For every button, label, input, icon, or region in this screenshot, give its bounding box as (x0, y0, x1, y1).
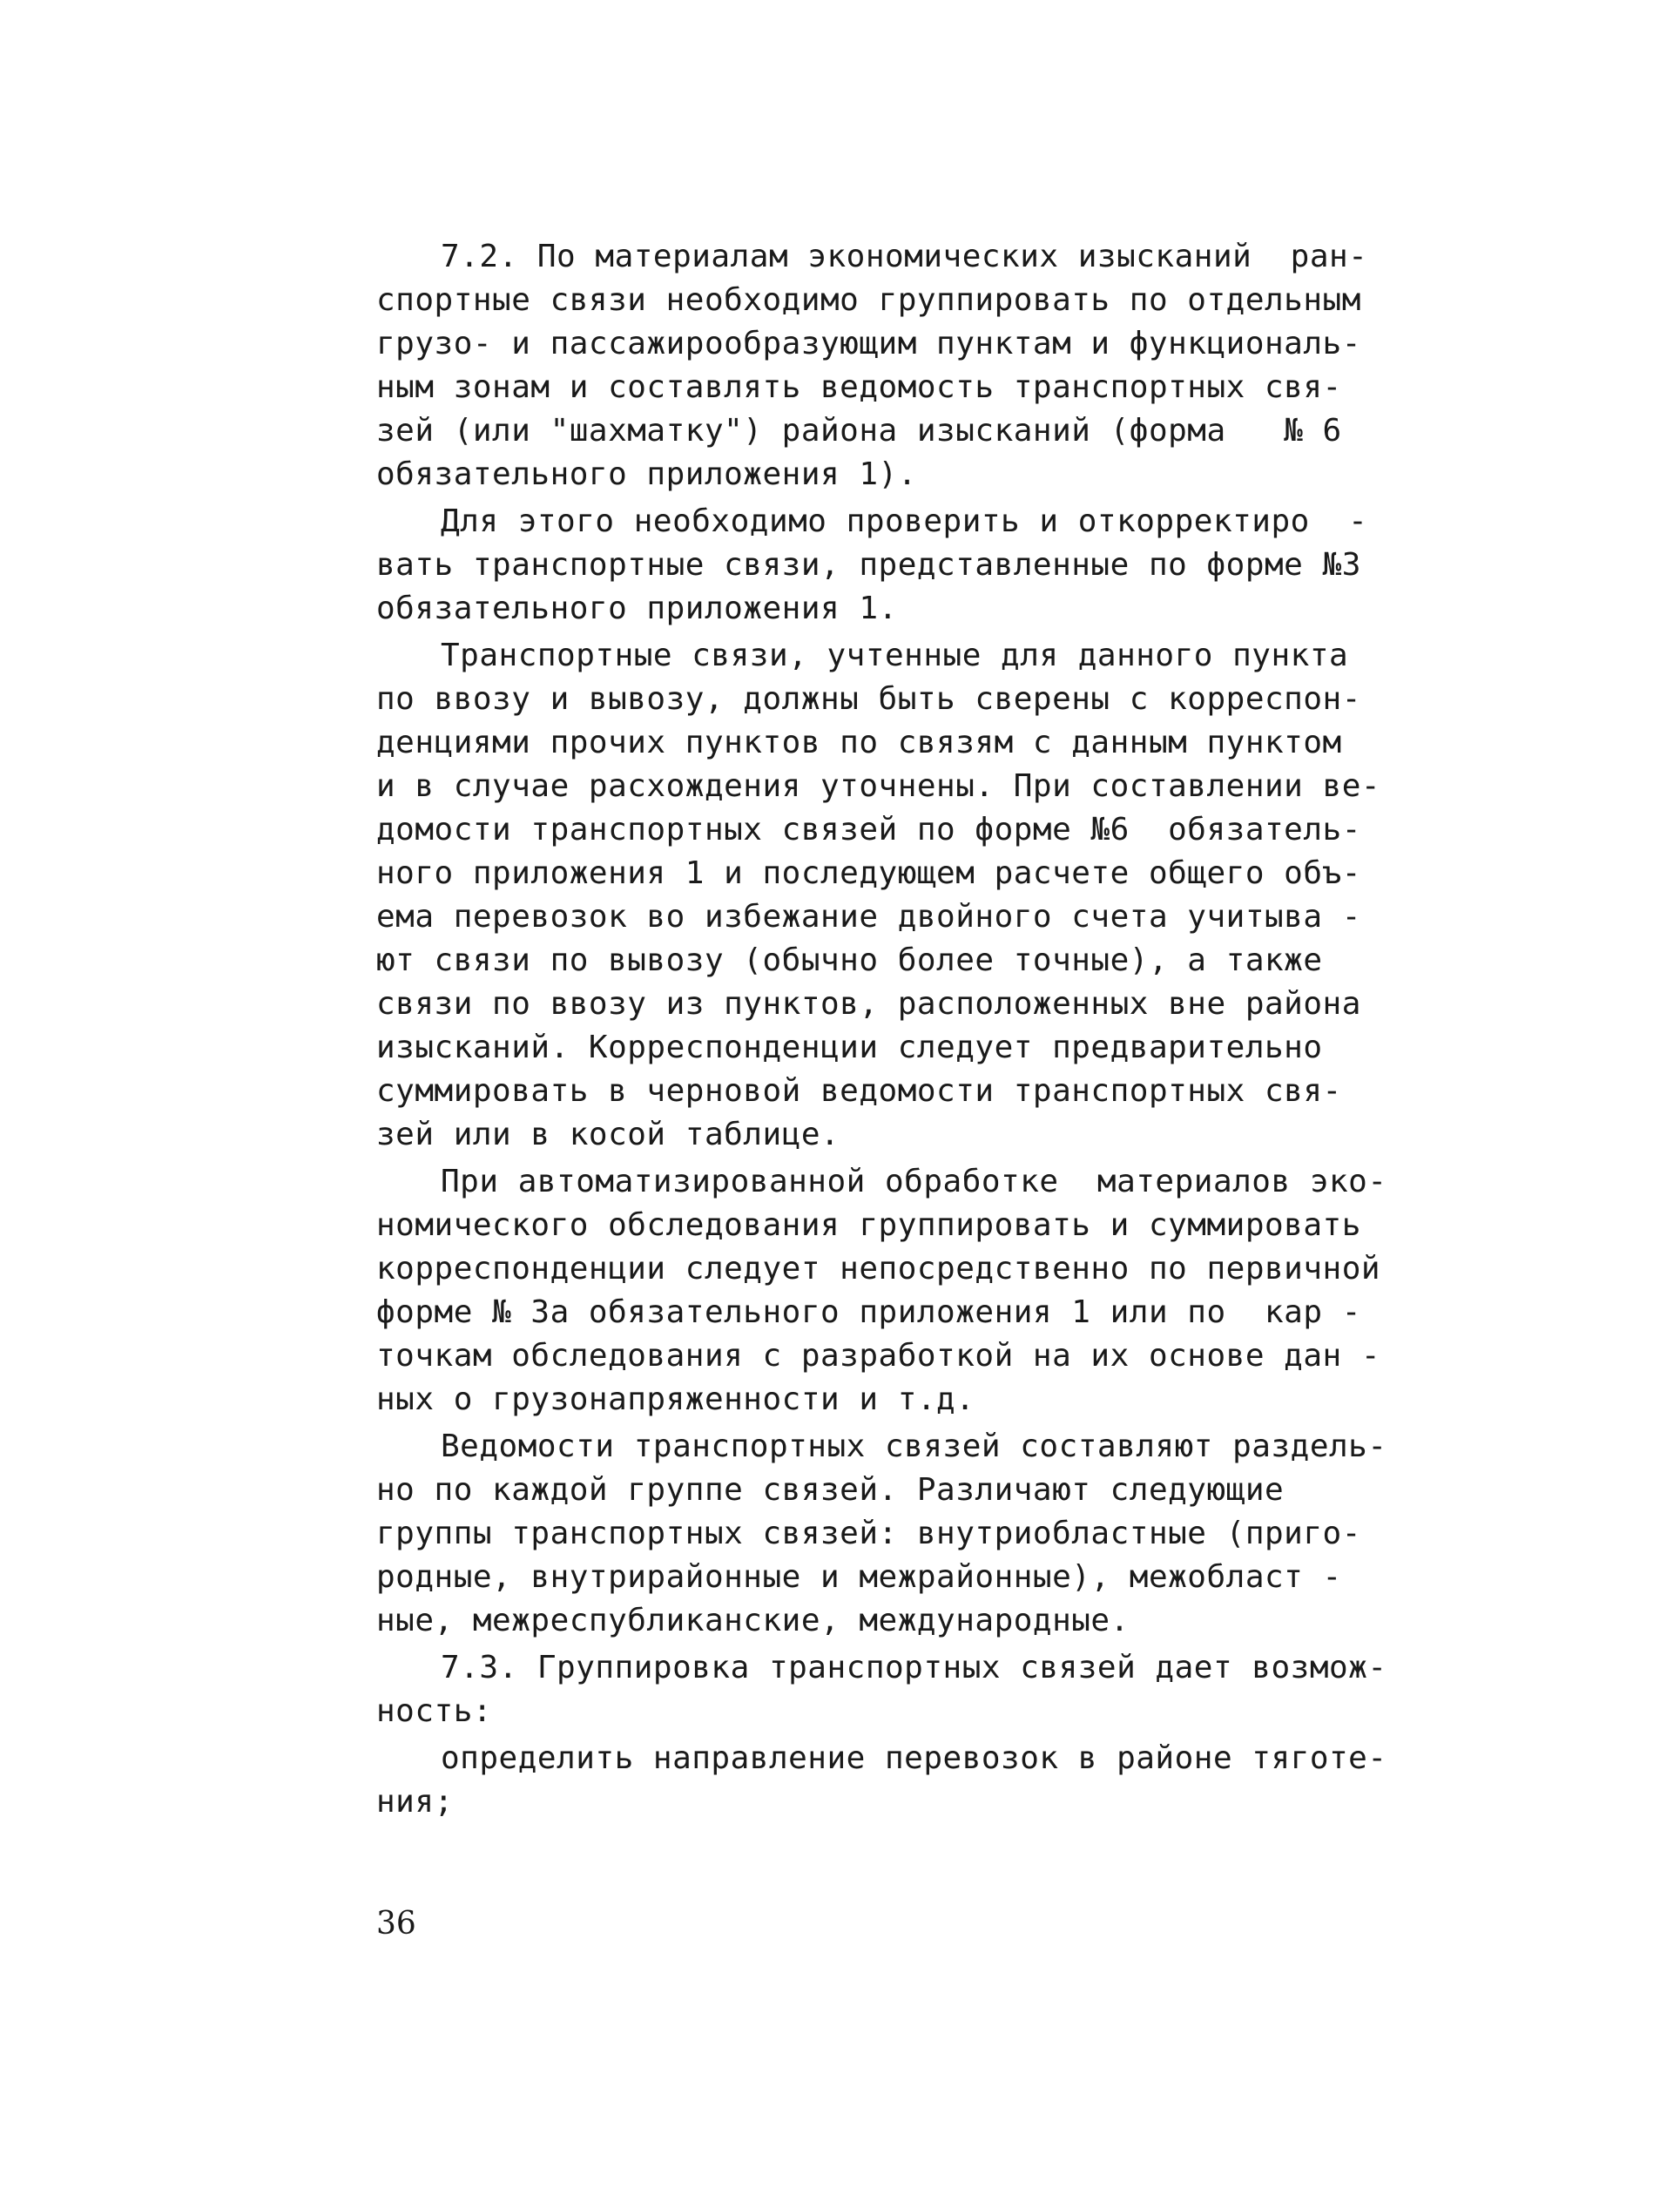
text-line: 7.2. По материалам экономических изысканий ран- (441, 239, 1368, 274)
page-number: 36 (376, 1906, 416, 1942)
text-line: вать транспортные связи, представленные по форме №3 (376, 547, 1361, 583)
paragraph-automated (376, 1160, 1491, 1422)
text-line: Транспортные связи, учтенные для данного пункта (441, 638, 1349, 673)
text-line: зей (или "шахматку") района изысканий (форма № 6 (376, 413, 1342, 449)
text-line: домости транспортных связей по форме №6 обязатель- (376, 812, 1361, 848)
text-line: денциями прочих пунктов по связям с данным пунктом (376, 725, 1342, 760)
text-line: но по каждой группе связей. Различают следующие (376, 1472, 1285, 1508)
text-line: связи по ввозу из пунктов, расположенных вне района (376, 986, 1361, 1022)
text-line: по ввозу и вывозу, должны быть сверены с корреспон- (376, 681, 1361, 717)
text-line: корреспонденции следует непосредственно по первичной (376, 1251, 1381, 1287)
paragraph-groups (376, 1425, 1491, 1643)
text-line: зей или в косой таблице. (376, 1117, 840, 1152)
text-line: определить направление перевозок в районе тяготе- (441, 1740, 1387, 1776)
text-line: ные, межреспубликанские, международные. (376, 1603, 1130, 1638)
text-line: ным зонам и составлять ведомость транспортных свя- (376, 369, 1342, 405)
text-line: При автоматизированной обработке материалов эко- (441, 1164, 1387, 1199)
text-line: обязательного приложения 1. (376, 591, 898, 626)
text-line: ют связи по вывозу (обычно более точные), а также (376, 942, 1323, 978)
text-line: Ведомости транспортных связей составляют раздель- (441, 1429, 1387, 1464)
text-line: суммировать в черновой ведомости транспортных свя- (376, 1073, 1342, 1109)
text-line: Для этого необходимо проверить и откорректиро - (441, 503, 1368, 539)
text-line: номического обследования группировать и суммировать (376, 1207, 1361, 1243)
text-line: ность: (376, 1693, 493, 1729)
text-line: ного приложения 1 и последующем расчете общего объ- (376, 855, 1361, 891)
paragraph-reconcile (376, 634, 1491, 1157)
paragraph-check-links (376, 500, 1491, 631)
text-line: обязательного приложения 1). (376, 456, 917, 492)
text-line: грузо- и пассажирообразующим пунктам и функциональ- (376, 326, 1361, 361)
text-line: форме № 3а обязательного приложения 1 или по кар - (376, 1294, 1361, 1330)
text-line: точкам обследования с разработкой на их основе дан - (376, 1338, 1381, 1374)
text-line: группы транспортных связей: внутриобластные (приго- (376, 1516, 1361, 1551)
text-line: ема перевозок во избежание двойного счета учитыва - (376, 899, 1361, 935)
text-line: ния; (376, 1784, 454, 1820)
paragraph-direction (376, 1737, 1491, 1824)
text-line: и в случае расхождения уточнены. При составлении ве- (376, 768, 1381, 804)
text-line: родные, внутрирайонные и межрайонные), межобласт - (376, 1559, 1342, 1595)
paragraph-7-2 (376, 235, 1491, 496)
text-line: спортные связи необходимо группировать по отдельным (376, 282, 1361, 318)
text-line: ных о грузонапряженности и т.д. (376, 1381, 975, 1417)
text-line: 7.3. Группировка транспортных связей дает возмож- (441, 1650, 1387, 1685)
document-body (376, 235, 1491, 1827)
paragraph-7-3 (376, 1646, 1491, 1733)
text-line: изысканий. Корреспонденции следует предварительно (376, 1030, 1323, 1065)
